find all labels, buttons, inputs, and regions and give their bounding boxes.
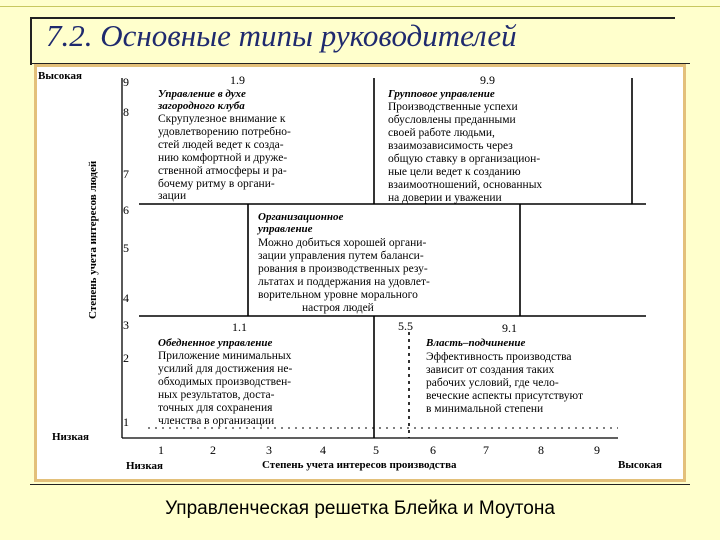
style-body-line: веческие аспекты присутствуют: [426, 390, 584, 402]
style-heading-line: Групповое управление: [388, 88, 495, 100]
y-tick-9: 9: [123, 75, 129, 89]
style-body-line: стей людей ведет к созда-: [158, 139, 284, 151]
x-tick-3: 3: [266, 443, 272, 457]
y-tick-4: 4: [123, 291, 129, 305]
style-body-line: взаимоотношений, основанных: [388, 179, 543, 191]
x-tick-8: 8: [538, 443, 544, 457]
y-tick-8: 8: [123, 105, 129, 119]
style-heading-line: Власть–подчинение: [426, 337, 526, 349]
caption-rule: [30, 484, 690, 485]
style-body-line: общую ставку в организацион-: [388, 153, 541, 165]
style-code-9-9: 9.9: [480, 73, 495, 87]
x-tick-5: 5: [373, 443, 379, 457]
x-axis-title: Степень учета интересов производства: [262, 459, 457, 471]
y-tick-3: 3: [123, 318, 129, 332]
style-body-line: рабочих условий, где чело-: [426, 377, 559, 389]
style-body-line: Эффективность производства: [426, 351, 572, 363]
slide-caption: Управленческая решетка Блейка и Моутона: [165, 498, 555, 519]
managerial-grid: [34, 64, 686, 482]
x-axis-low-label: Низкая: [126, 460, 163, 472]
style-body-line: Можно добиться хорошей органи-: [258, 237, 427, 249]
style-body-line: на доверии и уважении: [388, 192, 502, 204]
y-axis-low-label: Низкая: [52, 431, 89, 443]
title-frame-left: [30, 17, 32, 65]
y-tick-6: 6: [123, 203, 129, 217]
style-body-line: в минимальной степени: [426, 403, 544, 415]
style-1-9-country-club: [157, 73, 291, 202]
style-code-1-1: 1.1: [232, 320, 247, 334]
style-body-line: ственной атмосферы и ра-: [158, 165, 287, 177]
style-body-line: ных результатов, доста-: [158, 389, 275, 401]
style-heading-line: Управление в духе: [158, 88, 246, 100]
y-axis-high-label: Высокая: [38, 70, 82, 82]
x-tick-9: 9: [594, 443, 600, 457]
y-tick-2: 2: [123, 351, 129, 365]
style-body-line: бочему ритму в органи-: [158, 178, 275, 190]
y-axis-title: Степень учета интересов людей: [87, 160, 99, 319]
style-body-line: настроя людей: [302, 302, 374, 314]
style-heading-line: Обедненное управление: [158, 337, 273, 349]
style-1-1-impoverished: [158, 320, 292, 427]
style-body-line: своей работе людьми,: [388, 127, 495, 139]
style-body-line: обходимых производствен-: [158, 376, 292, 388]
style-body-line: Скрупулезное внимание к: [158, 113, 286, 125]
style-body-line: льтатах и поддержания на удовлет-: [258, 276, 430, 288]
x-tick-1: 1: [158, 443, 164, 457]
style-body-line: Приложение минимальных: [158, 350, 292, 362]
style-body-line: рования в производственных резу-: [258, 263, 428, 275]
style-heading-line: Организационное: [258, 211, 344, 223]
style-code-1-9: 1.9: [230, 73, 245, 87]
style-9-9-team: [387, 73, 542, 204]
style-code-5-5: 5.5: [398, 319, 413, 333]
x-tick-4: 4: [320, 443, 326, 457]
style-heading-line: управление: [258, 223, 313, 235]
x-axis-high-label: Высокая: [618, 459, 662, 471]
style-body-line: усилий для достижения не-: [158, 363, 293, 375]
style-code-9-1: 9.1: [502, 321, 517, 335]
style-body-line: зации управления путем баланси-: [258, 250, 424, 262]
x-tick-6: 6: [430, 443, 436, 457]
top-decor-line: [0, 6, 720, 7]
style-body-line: удовлетворению потребно-: [158, 126, 291, 138]
style-body-line: зависит от создания таких: [426, 364, 555, 376]
y-tick-7: 7: [123, 167, 129, 181]
style-body-line: Производственные успехи: [388, 101, 518, 113]
style-heading-line: загородного клуба: [158, 100, 245, 112]
x-tick-2: 2: [210, 443, 216, 457]
x-tick-7: 7: [483, 443, 489, 457]
style-5-5-middle-road: [256, 211, 430, 333]
y-tick-5: 5: [123, 241, 129, 255]
style-body-line: обусловлены преданными: [388, 114, 516, 126]
style-9-1-authority: [425, 321, 583, 415]
style-body-line: точных для сохранения: [158, 402, 273, 414]
style-body-line: зации: [158, 190, 187, 202]
y-tick-1: 1: [123, 415, 129, 429]
style-body-line: взаимозависимость через: [388, 140, 513, 152]
style-body-line: членства в организации: [158, 415, 275, 427]
style-body-line: ворительном уровне морального: [258, 289, 418, 301]
style-body-line: ные цели ведет к созданию: [388, 166, 521, 178]
style-body-line: нию комфортной и друже-: [158, 152, 288, 164]
slide-title: 7.2. Основные типы руководителей: [46, 18, 517, 53]
